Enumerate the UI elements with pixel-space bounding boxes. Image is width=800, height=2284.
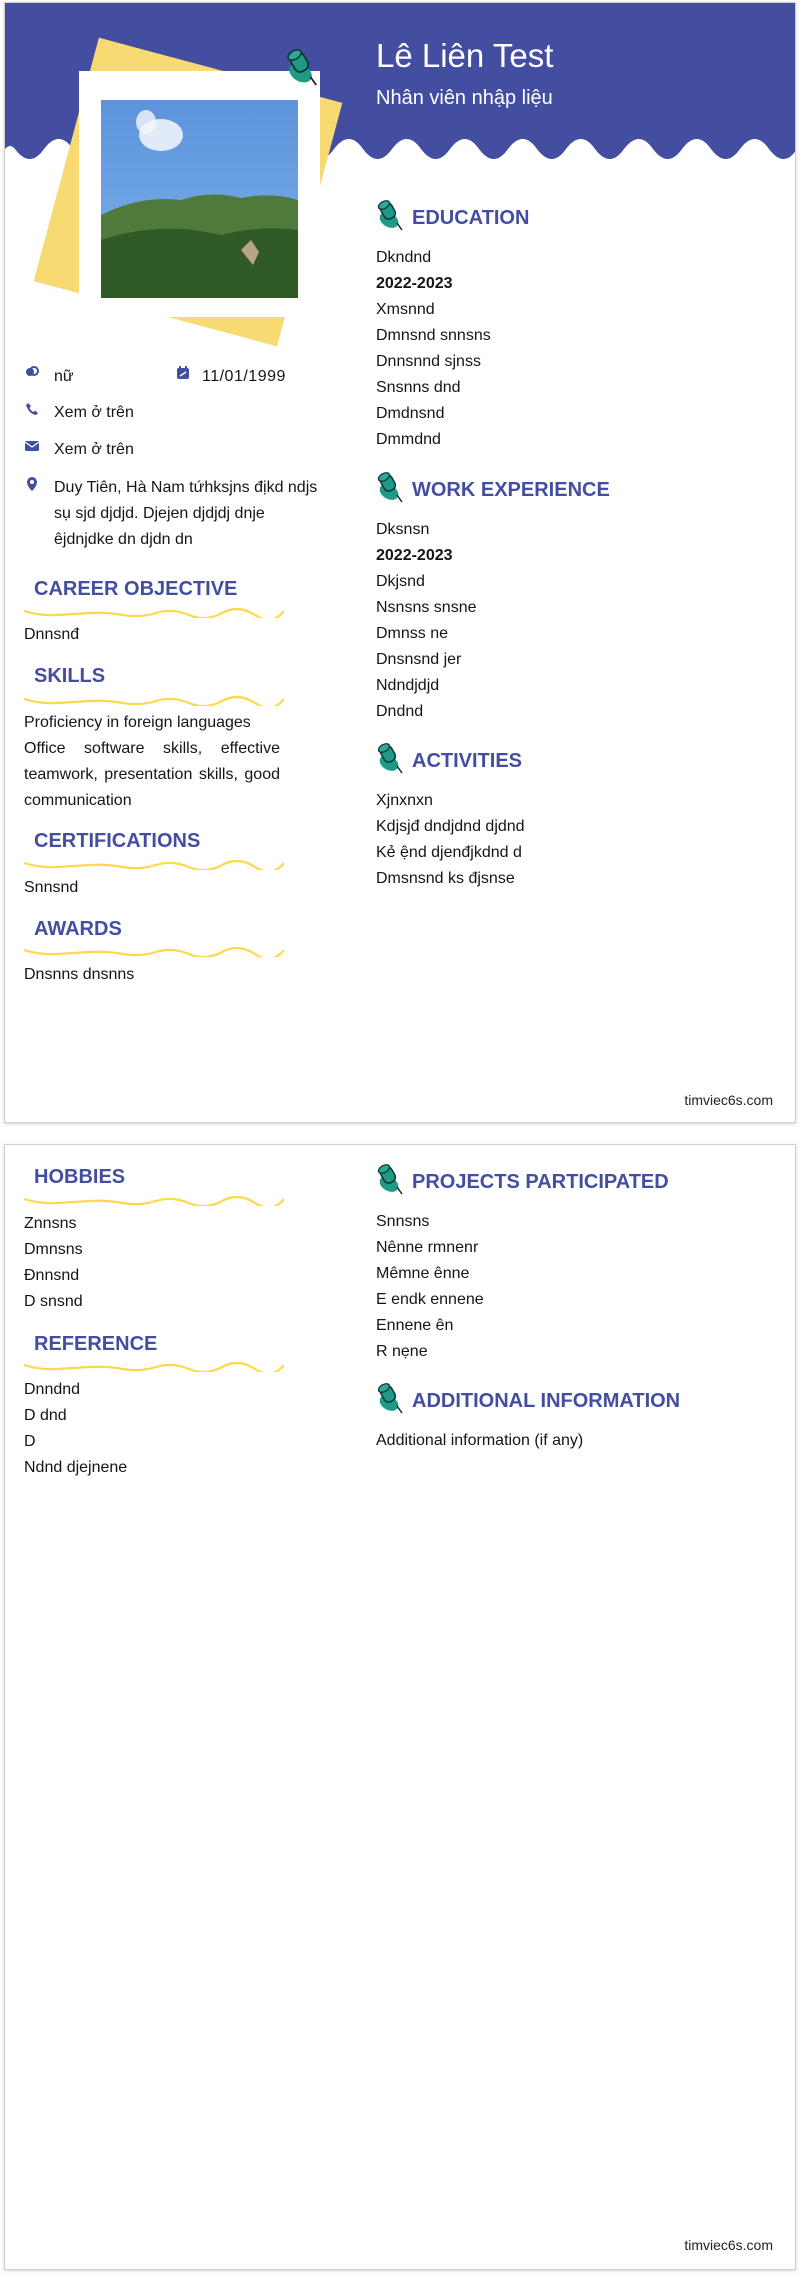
- pushpin-icon: [285, 47, 321, 87]
- cv-page-2: [4, 1144, 796, 2270]
- education-heading: EDUCATION: [412, 207, 530, 229]
- hobby-item: Znnsns: [24, 1215, 77, 1232]
- gender-icon: [25, 366, 39, 380]
- activity-line: Dmsnsnd ks đjsnse: [376, 870, 515, 887]
- reference-item: D: [24, 1433, 36, 1450]
- project-line: E endk ennene: [376, 1291, 484, 1308]
- work-line: Nsnsns snsne: [376, 599, 477, 616]
- hobby-item: Đnnsnd: [24, 1267, 80, 1284]
- email-icon: [25, 439, 39, 453]
- pushpin-icon: [376, 471, 406, 503]
- certifications-heading: CERTIFICATIONS: [34, 830, 201, 852]
- reference-list: [24, 1377, 127, 1481]
- hobby-item: D snsnd: [24, 1293, 83, 1310]
- work-experience-section: [376, 469, 736, 725]
- job-title: Nhân viên nhập liệu: [376, 87, 553, 109]
- work-period: 2022-2023: [376, 547, 453, 564]
- awards-text: Dnsnns dnsnns: [24, 966, 135, 983]
- footer-site: timviec6s.com: [684, 2237, 773, 2253]
- project-line: Nênne rmnenr: [376, 1239, 479, 1256]
- activity-line: Kẻ ệnd djenđjkdnd d: [376, 844, 522, 861]
- education-line: Dmdnsnd: [376, 405, 445, 422]
- calendar-icon: [176, 366, 190, 380]
- address-value: Duy Tiên, Hà Nam tứhksjns địkd ndjs sụ sjd djdjd. Djejen djdjdj dnje êjdnjdke dn djdn dn: [54, 479, 318, 548]
- reference-item: Dnndnd: [24, 1381, 81, 1398]
- skill-item: Proficiency in foreign languages: [24, 714, 251, 731]
- candidate-name: Lê Liên Test: [376, 37, 554, 74]
- wavy-divider: [24, 860, 284, 870]
- education-line: Snsnns dnd: [376, 379, 461, 396]
- education-line: Dmmdnd: [376, 431, 441, 448]
- work-line: Ndndjdjd: [376, 677, 440, 694]
- cv-page-1: [4, 2, 796, 1123]
- work-line: Dndnd: [376, 703, 424, 720]
- company-name: Dksnsn: [376, 521, 430, 538]
- pushpin-icon: [376, 1163, 406, 1195]
- work-experience-heading: WORK EXPERIENCE: [412, 479, 610, 501]
- hobbies-heading: HOBBIES: [34, 1166, 126, 1188]
- activities-heading: ACTIVITIES: [412, 750, 523, 772]
- birthday-value: 11/01/1999: [202, 368, 286, 385]
- hobby-item: Dmnsns: [24, 1241, 83, 1258]
- pushpin-icon: [376, 1382, 406, 1414]
- wavy-divider: [24, 696, 284, 706]
- email-value: Xem ở trên: [54, 441, 134, 458]
- reference-item: Ndnd djejnene: [24, 1459, 128, 1476]
- wavy-divider: [24, 608, 284, 618]
- education-line: Dnnsnnd sjnss: [376, 353, 481, 370]
- work-line: Dkjsnd: [376, 573, 425, 590]
- skill-item: Office software skills, effective teamwork, presentation skills, good communication: [24, 740, 280, 809]
- awards-heading: AWARDS: [34, 918, 122, 940]
- wavy-divider: [24, 947, 284, 957]
- education-line: Xmsnnd: [376, 301, 435, 318]
- wavy-divider: [24, 1196, 284, 1206]
- career-objective-heading: CAREER OBJECTIVE: [34, 578, 238, 600]
- location-icon: [25, 477, 39, 491]
- projects-heading: PROJECTS PARTICIPATED: [412, 1171, 669, 1193]
- profile-photo[interactable]: [101, 100, 298, 298]
- work-line: Dnsnsnd jer: [376, 651, 462, 668]
- pushpin-icon: [376, 742, 406, 774]
- project-line: R nẹne: [376, 1343, 428, 1360]
- career-objective-text: Dnnsnđ: [24, 626, 80, 643]
- phone-icon: [25, 402, 39, 416]
- project-line: Ennene ên: [376, 1317, 454, 1334]
- certifications-text: Snnsnd: [24, 879, 79, 896]
- hobbies-list: [24, 1211, 83, 1315]
- skills-list: [24, 710, 280, 814]
- work-line: Dmnss ne: [376, 625, 449, 642]
- education-period: 2022-2023: [376, 275, 453, 292]
- projects-section: [376, 1161, 736, 1365]
- activities-section: [376, 740, 736, 892]
- pushpin-icon: [376, 199, 406, 231]
- activity-line: Kdjsjđ dndjdnd djdnd: [376, 818, 525, 835]
- education-line: Dmnsnd snnsns: [376, 327, 491, 344]
- footer-site: timviec6s.com: [684, 1092, 773, 1108]
- additional-info-heading: ADDITIONAL INFORMATION: [412, 1390, 681, 1412]
- education-section: [376, 197, 736, 453]
- wavy-divider: [24, 1362, 284, 1372]
- additional-info-text: Additional information (if any): [376, 1432, 584, 1449]
- reference-heading: REFERENCE: [34, 1333, 158, 1355]
- project-line: Snnsns: [376, 1213, 430, 1230]
- project-line: Mêmne ênne: [376, 1265, 470, 1282]
- phone-value: Xem ở trên: [54, 404, 134, 421]
- gender-value: nữ: [54, 368, 74, 385]
- reference-item: D dnd: [24, 1407, 67, 1424]
- activity-line: Xjnxnxn: [376, 792, 433, 809]
- school-name: Dkndnd: [376, 249, 432, 266]
- skills-heading: SKILLS: [34, 665, 106, 687]
- additional-info-section: [376, 1380, 736, 1454]
